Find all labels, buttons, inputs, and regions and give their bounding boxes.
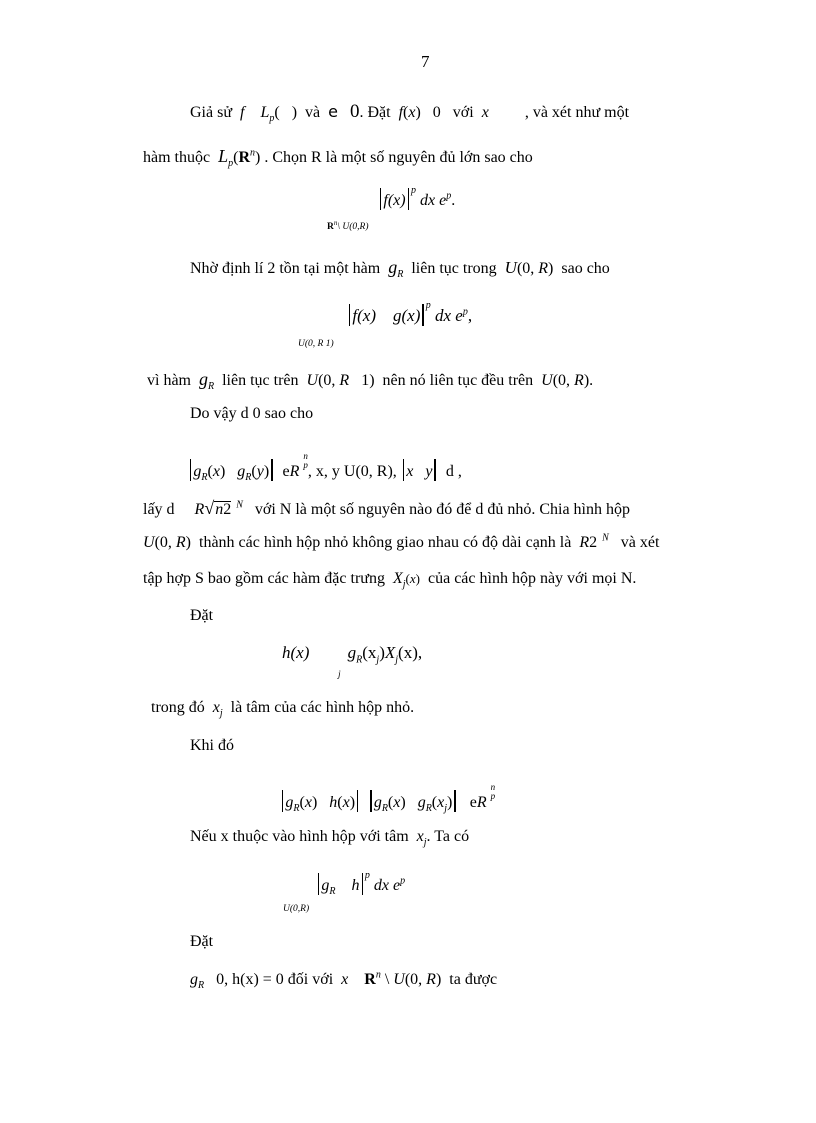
- paragraph-line-12: Nếu x thuộc vào hình hộp với tâm $x_j$. Ta có: [190, 828, 470, 849]
- formula-text: f(x): [383, 192, 406, 209]
- formula-7: $g_R$ $h^p$ dx $e^p$: [316, 873, 405, 896]
- paragraph-line-1: Giả sử f $L_p$( ) và e 0. Đặt f(x) 0 với x , và xét như một: [190, 101, 630, 125]
- paragraph-line-13: Đặt: [190, 933, 214, 950]
- paragraph-line-6: lấy d R√n2 $^N$ với N là một số nguyên nào đó để d đủ nhỏ. Chia hình hộp: [143, 498, 630, 518]
- text-run: và xét: [620, 534, 660, 551]
- formula-5-subscript: j: [338, 670, 341, 680]
- formula-text: , x, y U(0, R),: [307, 463, 397, 480]
- formula-text: dx e: [373, 877, 401, 894]
- formula-text: d ,: [445, 463, 462, 480]
- formula-exponent: p: [446, 190, 452, 202]
- paragraph-line-9: Đặt: [190, 607, 214, 624]
- paragraph-line-2: hàm thuộc $L_p(R^n)$ . Chọn R là một số nguyên đủ lớn sao cho: [143, 146, 533, 170]
- text-run: liên tục trong: [411, 260, 497, 277]
- formula-5: h(x) $g_R(x_j)X_j(x)$,: [282, 643, 423, 666]
- text-run: sao cho: [561, 260, 610, 277]
- text-run: tập hợp S bao gồm các hàm đặc trưng: [143, 570, 385, 587]
- formula-3: $g_R(x)$ $g_R(y)$ eR n p , x, y U(0, R), x y d ,: [188, 452, 462, 482]
- paragraph-line-5: Do vậy d 0 sao cho: [190, 405, 314, 422]
- formula-7-subscript: U(0,R): [283, 904, 310, 914]
- text-run: nên nó liên tục đều trên: [382, 372, 534, 389]
- formula-2: f(x) $g(x)^p$ dx $e^p$,: [347, 304, 472, 326]
- formula-text: \ U(0,R): [337, 222, 369, 232]
- text-run: vì hàm: [147, 372, 191, 389]
- formula-text: dx e: [419, 192, 447, 209]
- text-run: .: [589, 372, 594, 389]
- paragraph-line-11: Khi đó: [190, 737, 234, 754]
- text-run: với N là một số nguyên nào đó để d đủ nhỏ. Chia hình hộp: [254, 501, 630, 518]
- paragraph-line-8: tập hợp S bao gồm các hàm đặc trưng $X_j(x)$ của các hình hộp này với mọi N.: [143, 570, 637, 591]
- paragraph-line-4: vì hàm $g_R$ liên tục trên U(0, R 1) nên nó liên tục đều trên U(0, R).: [147, 369, 594, 393]
- text-run: . Chọn R là một số nguyên đủ lớn sao cho: [264, 149, 533, 166]
- text-run: hàm thuộc: [143, 149, 211, 166]
- paragraph-line-7: U(0, R) thành các hình hộp nhỏ không giao nhau có độ dài cạnh là R2 $^N$ và xét: [143, 532, 660, 551]
- text-run: Nếu x thuộc vào hình hộp với tâm: [190, 828, 409, 845]
- text-run: , h(x) = 0 đối với: [224, 971, 334, 988]
- formula-text: (x),: [398, 643, 423, 662]
- text-run: liên tục trên: [222, 372, 299, 389]
- formula-1-subscript: $R^n\backslash$ U(0,R): [327, 218, 369, 232]
- formula-2-subscript: U(0, R 1): [298, 339, 334, 349]
- page-number: 7: [421, 52, 430, 71]
- formula-6: $g_R(x)$ h(x) $g_R(x)$ $g_R(x_j)$ eR n p: [280, 783, 495, 813]
- paragraph-line-14: $g_R$ 0, h(x) = 0 đối với x $R^n$ \ U(0, R) ta được: [190, 969, 498, 992]
- text-run: và: [305, 104, 321, 121]
- text-run: lấy d: [143, 501, 175, 518]
- formula-1: $f(x)^p$ dx $e^p$.: [378, 188, 455, 211]
- paragraph-line-10: trong đó $x_j$ là tâm của các hình hộp nhỏ.: [151, 699, 415, 720]
- formula-text: h(x): [282, 643, 310, 662]
- text-run: . Đặt: [359, 104, 391, 121]
- text-run: Giả sử: [190, 104, 232, 121]
- text-run: ta được: [449, 971, 498, 988]
- formula-text: dx e: [435, 306, 463, 325]
- text-run: của các hình hộp này với mọi N.: [427, 570, 637, 587]
- text-run: Nhờ định lí 2 tồn tại một hàm: [190, 260, 381, 277]
- formula-text: (x: [362, 643, 377, 662]
- text-run: . Ta có: [426, 828, 470, 845]
- text-run: với: [452, 104, 474, 121]
- text-run: trong đó: [151, 699, 205, 716]
- text-run: là tâm của các hình hộp nhỏ.: [230, 699, 415, 716]
- paragraph-line-3: Nhờ định lí 2 tồn tại một hàm $g_R$ liên tục trong U(0, R) sao cho: [190, 257, 610, 281]
- text-run: , và xét như một: [524, 104, 630, 121]
- text-run: thành các hình hộp nhỏ không giao nhau có độ dài cạnh là: [199, 534, 572, 551]
- formula-text: f(x) g(x): [352, 306, 421, 325]
